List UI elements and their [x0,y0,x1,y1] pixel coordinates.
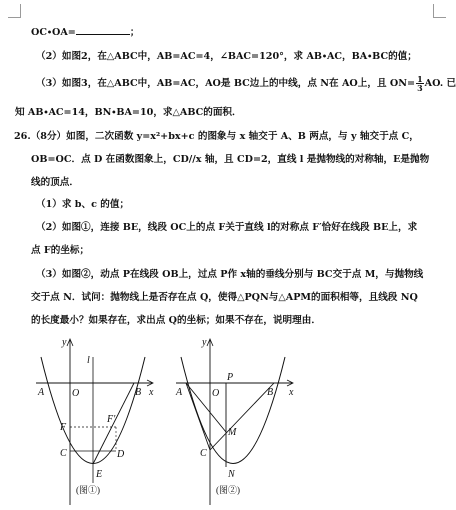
label-y: y [202,337,207,348]
label-p: P [227,372,234,383]
label-c: C [60,448,67,459]
part-3-question-cont: 知 AB∙AC=14，BN∙BA=10，求△ABC的面积． [15,107,242,118]
question-26-part-3-b: 交于点 N．试问：抛物线上是否存在点 Q，使得△PQN与△APM的面积相等，且线段 NQ [31,292,418,303]
oc-oa-tail: ； [129,27,140,38]
label-o: O [72,388,80,399]
label-b: B [135,387,142,398]
label-f-prime: F′ [107,414,116,425]
label-f: F [60,422,67,433]
page-corner-mark-left-h [8,17,21,18]
page-corner-mark-right [433,4,434,18]
page-corner-mark-left [20,4,21,18]
question-26-part-2-a: （2）如图①，连接 BE，线段 OC上的点 F关于直线 l的对称点 F′恰好在线段 BE上，求 [36,222,418,233]
label-l: l [87,355,90,366]
label-o: O [212,388,220,399]
label-y: y [62,337,67,348]
segment-am [186,383,226,432]
answer-blank[interactable] [76,25,130,35]
fraction-denominator: 3 [417,83,423,93]
label-n: N [228,469,235,480]
figure-1-caption: (图①) [76,485,100,495]
label-x: x [149,387,154,398]
segment-ac [186,383,210,450]
question-26-part-2-b: 点 F的坐标； [31,245,90,256]
part-3-text-pre: （3）如图3，在△ABC中，AB=AC，AO是 BC边上的中线，点 N在 AO上，且 ON= [36,78,416,89]
question-26-part-1: （1）求 b、c 的值； [36,199,130,210]
label-a: A [176,387,183,398]
question-26-line-2: OB=OC．点 D 在函数图象上，CD//x 轴，且 CD=2，直线 l 是抛物线的对称轴，E是抛物 [31,154,430,165]
fraction-numerator: 1 [417,74,423,84]
question-26-line-3: 线的顶点． [31,177,79,188]
part-3-text-post: AO. 已 [424,78,456,89]
label-d: D [117,449,125,460]
label-a: A [38,387,45,398]
part-2-question: （2）如图2，在△ABC中，AB=AC=4，∠BAC=120°，求 AB∙AC，BA∙BC的值； [36,51,417,62]
figure-2-caption: (图②) [216,485,240,495]
segment-bc [210,383,274,450]
part-3-question [36,75,456,92]
label-e: E [96,469,103,480]
label-b: B [267,387,274,398]
question-26-line-1: 26.（8分）如图，二次函数 y=x²+bx+c 的图象与 x 轴交于 A、B 两点，与 y 轴交于点 C， [14,131,419,142]
label-x: x [289,387,294,398]
fraction-one-third [416,75,424,92]
label-c: C [200,448,207,459]
page-corner-mark-right-h [433,17,446,18]
answer-line-oc-oa [31,25,139,39]
label-m: M [228,427,237,438]
figure-1 [28,335,168,510]
question-26-part-3-c: 的长度最小？如果存在，求出点 Q的坐标；如果不存在，说明理由． [31,315,321,326]
oc-oa-label: OC∙OA= [31,27,76,38]
figure-2 [168,335,308,510]
question-26-part-3-a: （3）如图②，动点 P在线段 OB上，过点 P作 x轴的垂线分别与 BC交于点 M，与抛物线 [36,269,424,280]
